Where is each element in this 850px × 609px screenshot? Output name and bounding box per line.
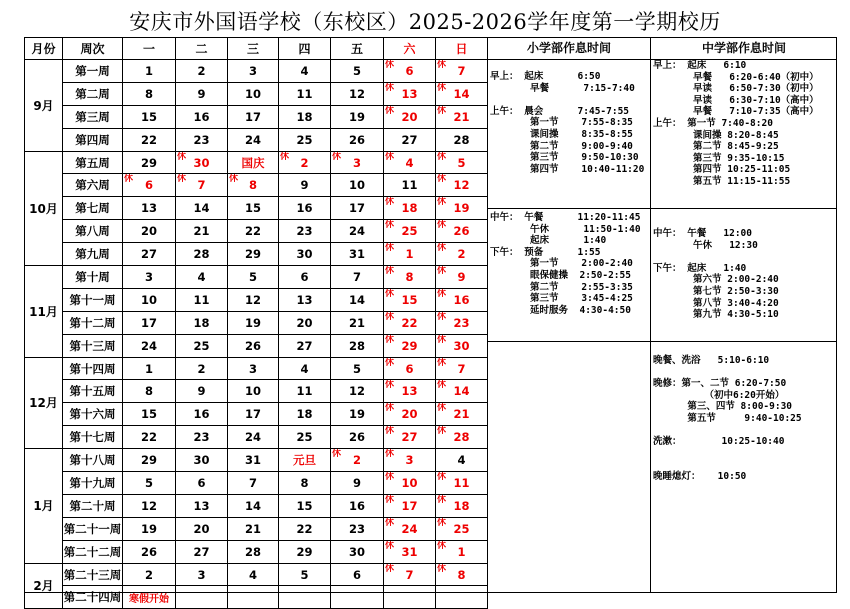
date-value: 7 [457,361,466,376]
holiday-tag: 休 [332,449,342,460]
date-value: 8 [248,178,257,193]
date-value: 2 [144,567,153,582]
date-value: 9 [197,86,206,101]
date-value: 1 [144,361,153,376]
holiday-tag: 休 [385,220,395,231]
page-title: 安庆市外国语学校（东校区）2025-2026学年度第一学期校历 [129,10,721,34]
date-value: 22 [296,521,313,536]
holiday-tag: 休 [437,426,447,437]
week-label: 第六周 [63,174,123,197]
header-day-fri: 五 [331,38,384,60]
date-value: 30 [193,453,210,468]
holiday-tag: 休 [437,60,447,70]
date-value: 26 [348,132,365,147]
holiday-tag: 休 [437,197,447,208]
date-value: 1 [405,247,414,262]
week-label: 第二十四周 [63,586,123,609]
date-value: 4 [197,269,206,284]
holiday-tag: 休 [385,197,395,208]
holiday-tag: 休 [177,174,187,185]
date-value: 4 [300,361,309,376]
middle-schedule-morning: 早上： 起床 6:10 早餐 6:20-6:40（初中） 早读 6:50-7:30（初中） 早读 6:30-7:10（高中） 早餐 7:10-7:35（高中） 上午： 第一节 7:40-8:20 课间操 8:20-8:45 第二节 8:45-9:25 第三节 9:35-10:15 第四节 10:25-11:05 第五节 11:15-11:55 [653,60,819,187]
date-value: 31 [348,247,365,262]
date-value: 22 [401,315,418,330]
holiday-tag: 休 [437,357,447,368]
date-value: 19 [453,201,470,216]
holiday-tag: 休 [385,517,395,528]
holiday-tag: 休 [437,243,447,254]
date-value: 25 [296,430,313,445]
date-value: 寒假开始 [129,593,169,605]
date-value: 29 [244,247,261,262]
date-value: 24 [244,132,261,147]
date-value: 4 [457,453,466,468]
holiday-tag: 休 [437,311,447,322]
date-value: 19 [244,315,261,330]
date-value: 31 [401,544,418,559]
header-day-thu: 四 [279,38,331,60]
week-label: 第十六周 [63,403,123,426]
header-day-sun: 日 [436,38,488,60]
date-value: 11 [193,292,210,307]
date-value: 27 [193,544,210,559]
holiday-tag: 休 [437,105,447,116]
week-label: 第十周 [63,266,123,289]
date-value: 27 [401,430,418,445]
holiday-tag: 休 [385,266,395,277]
date-value: 21 [453,407,470,422]
date-value: 3 [352,155,361,170]
date-value: 2 [197,361,206,376]
holiday-tag: 休 [385,403,395,414]
date-value: 31 [244,453,261,468]
date-value: 23 [296,224,313,239]
date-value: 11 [296,384,313,399]
date-value: 8 [457,567,466,582]
week-label: 第九周 [63,243,123,266]
middle-schedule-afternoon: 中午： 午餐 12:00 午休 12:30 下午： 起床 1:40 第六节 2:00-2:40 第七节 2:50-3:30 第八节 3:40-4:20 第九节 4:30-5:10 [653,228,779,321]
date-value: 17 [348,201,365,216]
holiday-tag: 休 [437,380,447,391]
holiday-tag: 休 [280,151,290,162]
month-label: 9月 [25,60,63,152]
week-label: 第二十一周 [63,517,123,540]
date-value: 4 [300,63,309,78]
date-value: 29 [401,338,418,353]
date-value: 7 [457,63,466,78]
date-value: 16 [453,292,470,307]
holiday-tag: 休 [437,563,447,574]
date-value: 17 [401,498,418,513]
holiday-tag: 休 [437,517,447,528]
date-value: 30 [348,544,365,559]
week-label: 第一周 [63,60,123,83]
date-value: 12 [348,86,365,101]
week-label: 第四周 [63,128,123,151]
date-value: 9 [352,475,361,490]
date-value: 25 [453,521,470,536]
date-value: 29 [296,544,313,559]
week-label: 第十九周 [63,472,123,495]
date-value: 16 [296,201,313,216]
holiday-tag: 休 [385,60,395,70]
holiday-tag: 休 [385,494,395,505]
holiday-tag: 休 [124,174,134,185]
date-value: 25 [296,132,313,147]
date-value: 11 [453,475,470,490]
date-value: 13 [193,498,210,513]
date-value: 28 [348,338,365,353]
date-value: 国庆 [241,155,265,170]
date-value: 14 [348,292,365,307]
week-label: 第五周 [63,151,123,174]
date-value: 24 [140,338,157,353]
month-label: 1月 [25,449,63,563]
holiday-tag: 休 [437,494,447,505]
date-value: 20 [296,315,313,330]
date-value: 28 [453,430,470,445]
date-value: 15 [244,201,261,216]
date-value: 26 [140,544,157,559]
week-label: 第十一周 [63,288,123,311]
header-day-wed: 三 [228,38,279,60]
holiday-tag: 休 [385,563,395,574]
holiday-tag: 休 [437,151,447,162]
date-value: 24 [348,224,365,239]
date-value: 10 [348,178,365,193]
date-value: 30 [453,338,470,353]
holiday-tag: 休 [385,334,395,345]
date-value: 18 [193,315,210,330]
date-value: 5 [144,475,153,490]
holiday-tag: 休 [385,540,395,551]
date-value: 19 [348,407,365,422]
date-value: 3 [248,361,257,376]
date-value: 26 [453,224,470,239]
date-value: 5 [300,567,309,582]
date-value: 24 [401,521,418,536]
date-value: 16 [193,109,210,124]
date-value: 10 [401,475,418,490]
date-value: 3 [197,567,206,582]
date-value: 13 [140,201,157,216]
holiday-tag: 休 [437,472,447,483]
date-value: 18 [453,498,470,513]
date-value: 26 [244,338,261,353]
date-value: 12 [140,498,157,513]
holiday-tag: 休 [437,334,447,345]
date-value: 8 [144,86,153,101]
date-value: 3 [248,63,257,78]
date-value: 3 [144,269,153,284]
week-label: 第二十二周 [63,540,123,563]
holiday-tag: 休 [385,426,395,437]
date-value: 23 [348,521,365,536]
date-value: 15 [401,292,418,307]
date-value: 2 [352,453,361,468]
date-value: 18 [296,109,313,124]
date-value: 20 [193,521,210,536]
date-value: 18 [401,201,418,216]
date-value: 15 [296,498,313,513]
date-value: 2 [300,155,309,170]
date-value: 6 [352,567,361,582]
date-value: 17 [244,407,261,422]
week-label: 第三周 [63,105,123,128]
date-value: 9 [300,178,309,193]
date-value: 15 [140,109,157,124]
week-label: 第十七周 [63,426,123,449]
holiday-tag: 休 [437,174,447,185]
date-value: 25 [401,224,418,239]
date-value: 6 [300,269,309,284]
date-value: 20 [401,407,418,422]
holiday-tag: 休 [437,82,447,93]
date-value: 元旦 [293,453,316,468]
date-value: 6 [144,178,153,193]
date-value: 21 [244,521,261,536]
holiday-tag: 休 [385,105,395,116]
date-value: 6 [405,63,414,78]
date-value: 20 [401,109,418,124]
date-value: 23 [193,430,210,445]
holiday-tag: 休 [437,266,447,277]
date-value: 27 [296,338,313,353]
holiday-tag: 休 [437,288,447,299]
date-value: 21 [193,224,210,239]
date-value: 13 [296,292,313,307]
date-value: 8 [300,475,309,490]
date-value: 8 [405,269,414,284]
date-value: 19 [348,109,365,124]
month-label: 10月 [25,151,63,265]
holiday-tag: 休 [437,540,447,551]
holiday-tag: 休 [385,380,395,391]
date-value: 27 [401,132,418,147]
date-value: 29 [140,155,157,170]
date-value: 5 [352,63,361,78]
middle-schedule-title: 中学部作息时间 [701,41,786,55]
date-value: 19 [140,521,157,536]
header-day-mon: 一 [123,38,176,60]
holiday-tag: 休 [177,151,187,162]
date-value: 28 [193,247,210,262]
date-value: 12 [453,178,470,193]
week-label: 第十五周 [63,380,123,403]
date-value: 29 [140,453,157,468]
date-value: 23 [193,132,210,147]
week-label: 第十二周 [63,311,123,334]
date-value: 16 [348,498,365,513]
date-value: 14 [453,384,470,399]
holiday-tag: 休 [385,288,395,299]
date-value: 7 [248,475,257,490]
date-value: 25 [193,338,210,353]
date-value: 12 [348,384,365,399]
week-label: 第二十周 [63,494,123,517]
date-value: 7 [352,269,361,284]
date-value: 24 [244,430,261,445]
holiday-tag: 休 [385,82,395,93]
date-value: 17 [140,315,157,330]
date-value: 7 [405,567,414,582]
date-value: 14 [244,498,261,513]
date-value: 5 [248,269,257,284]
date-value: 13 [401,384,418,399]
date-value: 21 [348,315,365,330]
date-value: 10 [140,292,157,307]
holiday-tag: 休 [385,151,395,162]
holiday-tag: 休 [385,311,395,322]
date-value: 1 [457,544,466,559]
month-label: 11月 [25,266,63,358]
header-day-tue: 二 [176,38,228,60]
header-month: 月份 [25,38,63,60]
holiday-tag: 休 [229,174,239,185]
date-value: 14 [193,201,210,216]
date-value: 3 [405,453,414,468]
date-value: 30 [193,155,210,170]
date-value: 2 [197,63,206,78]
week-label: 第二十三周 [63,563,123,586]
holiday-tag: 休 [385,357,395,368]
outer-frame [24,37,837,593]
date-value: 10 [244,384,261,399]
date-value: 13 [401,86,418,101]
week-label: 第十八周 [63,449,123,472]
date-value: 27 [140,247,157,262]
date-value: 9 [457,269,466,284]
date-value: 6 [197,475,206,490]
date-value: 4 [248,567,257,582]
month-label: 2月 [25,563,63,609]
date-value: 23 [453,315,470,330]
holiday-tag: 休 [437,220,447,231]
date-value: 21 [453,109,470,124]
middle-schedule-evening: 晚餐、洗浴 5:10-6:10 晚修：第一、二节 6:20-7:50 （初中6:20开始） 第三、四节 8:00-9:30 第五节 9:40-10:25 洗漱： 10:25-10:40 晚睡熄灯： 10:50 [653,355,802,482]
date-value: 30 [296,247,313,262]
week-label: 第七周 [63,197,123,220]
week-label: 第十三周 [63,334,123,357]
primary-schedule-afternoon: 中午： 午餐 11:20-11:45 午休 11:50-1:40 起床 1:40 下午： 预备 1:55 第一节 2:00-2:40 眼保健操 2:50-2:55 第二节 2:55-3:35 第三节 3:45-4:25 延时服务 4:30-4:50 [490,212,641,316]
date-value: 11 [296,86,313,101]
month-label: 12月 [25,357,63,449]
date-value: 28 [244,544,261,559]
date-value: 26 [348,430,365,445]
date-value: 22 [140,430,157,445]
date-value: 28 [453,132,470,147]
date-value: 6 [405,361,414,376]
date-value: 18 [296,407,313,422]
date-value: 9 [197,384,206,399]
date-value: 8 [144,384,153,399]
primary-schedule-morning: 早上： 起床 6:50 早餐 7:15-7:40 上午： 晨会 7:45-7:55 第一节 7:55-8:35 课间操 8:35-8:55 第二节 9:00-9:40 第三节 9:50-10:30 第四节 10:40-11:20 [490,71,645,175]
week-label: 第八周 [63,220,123,243]
date-value: 7 [197,178,206,193]
date-value: 2 [457,247,466,262]
date-value: 22 [140,132,157,147]
header-day-sat: 六 [384,38,436,60]
holiday-tag: 休 [437,403,447,414]
date-value: 12 [244,292,261,307]
date-value: 10 [244,86,261,101]
date-value: 22 [244,224,261,239]
date-value: 20 [140,224,157,239]
holiday-tag: 休 [385,472,395,483]
week-label: 第十四周 [63,357,123,380]
date-value: 16 [193,407,210,422]
date-value: 17 [244,109,261,124]
holiday-tag: 休 [385,243,395,254]
date-value: 1 [144,63,153,78]
holiday-tag: 休 [332,151,342,162]
date-value: 4 [405,155,414,170]
date-value: 15 [140,407,157,422]
date-value: 11 [401,178,418,193]
date-value: 5 [457,155,466,170]
date-value: 14 [453,86,470,101]
header-week: 周次 [63,38,123,60]
primary-schedule-title: 小学部作息时间 [526,41,611,55]
date-value: 5 [352,361,361,376]
week-label: 第二周 [63,82,123,105]
holiday-tag: 休 [385,449,395,460]
